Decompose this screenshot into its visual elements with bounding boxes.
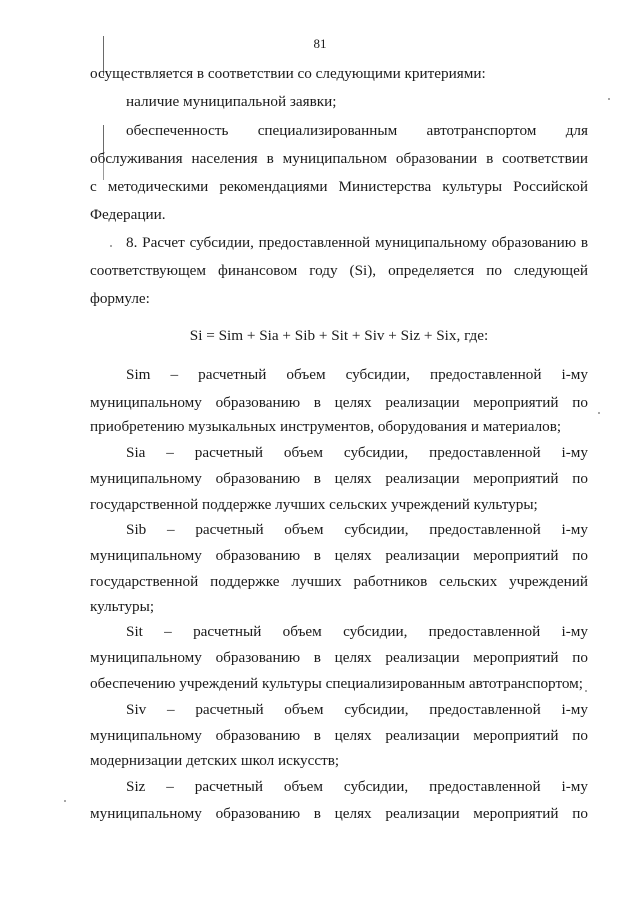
text-line: Sia – расчетный объем субсидии, предоставленной i-му — [126, 444, 588, 461]
text-line: государственной поддержке лучших сельских учреждений культуры; — [90, 496, 538, 513]
text-line: соответствующем финансовом году (Si), определяется по следующей — [90, 262, 588, 279]
text-line: 8. Расчет субсидии, предоставленной муниципальному образованию в — [126, 234, 588, 251]
text-line: муниципальному образованию в целях реализации мероприятий по — [90, 727, 588, 744]
text-line: формуле: — [90, 290, 150, 307]
scan-artifact — [608, 98, 610, 100]
formula: Si = Sim + Sia + Sib + Sit + Siv + Siz + Six, где: — [189, 327, 489, 344]
page-number: 81 — [313, 36, 327, 51]
text-line: культуры; — [90, 598, 155, 615]
text-line: муниципальному образованию в целях реализации мероприятий по — [90, 470, 588, 487]
text-line: приобретению музыкальных инструментов, оборудования и материалов; — [90, 418, 562, 435]
text-line: муниципальному образованию в целях реализации мероприятий по — [90, 394, 588, 411]
text-line: модернизации детских школ искусств; — [90, 752, 340, 769]
text-line: обеспечению учреждений культуры специализированным автотранспортом; — [90, 675, 584, 692]
text-line: Siv – расчетный объем субсидии, предоставленной i-му — [126, 701, 588, 718]
text-line: обеспеченность специализированным автотранспортом для — [126, 122, 588, 139]
text-line: Sib – расчетный объем субсидии, предоставленной i-му — [126, 521, 588, 538]
text-line: Siz – расчетный объем субсидии, предоставленной i-му — [126, 778, 588, 795]
text-line: Sit – расчетный объем субсидии, предоставленной i-му — [126, 623, 588, 640]
text-line: муниципальному образованию в целях реализации мероприятий по — [90, 805, 588, 822]
text-line: обслуживания населения в муниципальном образовании в соответствии — [90, 150, 588, 167]
text-line: Федерации. — [90, 206, 166, 223]
text-line: государственной поддержке лучших работников сельских учреждений — [90, 573, 588, 590]
scan-artifact — [64, 800, 66, 802]
text-line: с методическими рекомендациями Министерства культуры Российской — [90, 178, 588, 195]
scan-artifact — [110, 245, 112, 247]
text-line: муниципальному образованию в целях реализации мероприятий по — [90, 649, 588, 666]
scan-artifact — [598, 412, 600, 414]
text-line: осуществляется в соответствии со следующими критериями: — [90, 65, 486, 82]
text-line: наличие муниципальной заявки; — [126, 93, 337, 110]
text-line: муниципальному образованию в целях реализации мероприятий по — [90, 547, 588, 564]
text-line: Sim – расчетный объем субсидии, предоставленной i-му — [126, 366, 588, 383]
